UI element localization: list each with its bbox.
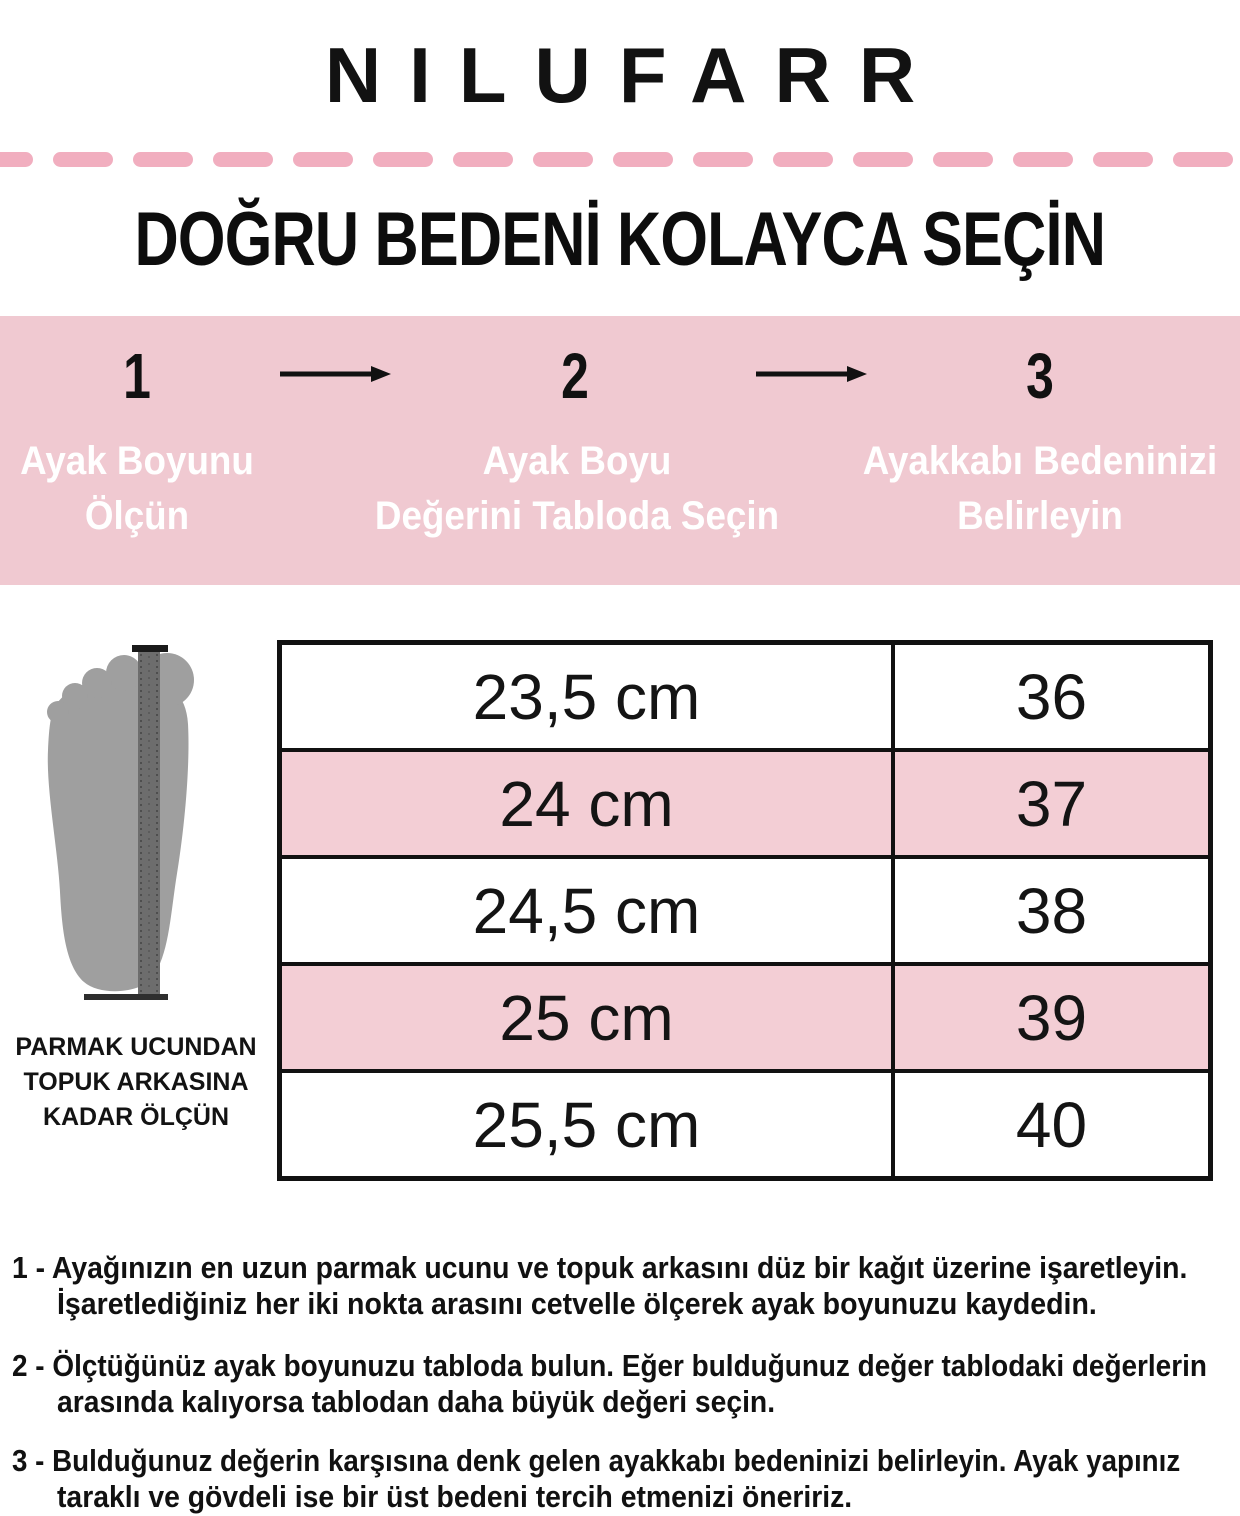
steps-banner bbox=[0, 316, 1240, 585]
foot-caption-line3: KADAR ÖLÇÜN bbox=[42, 1103, 230, 1131]
divider-dash bbox=[533, 152, 593, 167]
toe bbox=[47, 701, 69, 723]
step-1-label-line1: Ayak Boyunu bbox=[20, 439, 254, 483]
step-2-label-line1: Ayak Boyu bbox=[482, 439, 672, 483]
brand-logo: NILUFARR bbox=[324, 31, 944, 119]
foot-length-cell: 25 cm bbox=[499, 981, 674, 1054]
table-row bbox=[282, 962, 1208, 1069]
table-row bbox=[282, 748, 1208, 855]
foot-length-cell: 23,5 cm bbox=[472, 660, 701, 733]
step-3-number: 3 bbox=[1026, 340, 1054, 412]
divider-dash bbox=[293, 152, 353, 167]
table-row bbox=[282, 1069, 1208, 1176]
instruction-item-2 bbox=[12, 1348, 1228, 1420]
shoe-size-cell: 37 bbox=[891, 752, 1208, 855]
foot-length-cell: 25,5 cm bbox=[472, 1088, 701, 1161]
instruction-1-line2: İşaretlediğiniz her iki nokta arasını cetvelle ölçerek ayak boyunuzu kaydedin. bbox=[57, 1286, 1097, 1321]
foot-caption bbox=[0, 1030, 272, 1135]
divider-dash bbox=[933, 152, 993, 167]
step-1-label-line2: Ölçün bbox=[84, 494, 190, 538]
foot-length-cell: 24 cm bbox=[499, 767, 674, 840]
measure-bottom-cap bbox=[84, 994, 168, 1000]
dashed-divider bbox=[0, 152, 1240, 167]
instruction-2-line2: arasında kalıyorsa tablodan daha büyük değeri seçin. bbox=[57, 1384, 776, 1419]
divider-dash bbox=[133, 152, 193, 167]
dashed-divider-row bbox=[0, 152, 1240, 167]
step-1-number: 1 bbox=[123, 340, 151, 412]
divider-dash bbox=[693, 152, 753, 167]
foot-caption-line1: PARMAK UCUNDAN bbox=[15, 1033, 257, 1061]
step-2-label-line2: Değerini Tabloda Seçin bbox=[374, 494, 780, 538]
divider-dash bbox=[773, 152, 833, 167]
arrow-right-icon bbox=[277, 364, 393, 384]
table-row bbox=[282, 855, 1208, 962]
divider-dash bbox=[53, 152, 113, 167]
divider-dash bbox=[853, 152, 913, 167]
divider-dash bbox=[1013, 152, 1073, 167]
step-3-label-line1: Ayakkabı Bedeninizi bbox=[862, 439, 1218, 483]
foot-with-ruler-icon bbox=[0, 628, 270, 1008]
step-3-label-line2: Belirleyin bbox=[957, 494, 1123, 538]
shoe-size-cell: 36 bbox=[891, 645, 1208, 748]
page-title-wrap bbox=[0, 196, 1240, 283]
divider-dash bbox=[453, 152, 513, 167]
measure-top-cap bbox=[132, 645, 168, 652]
instruction-item-3 bbox=[12, 1443, 1228, 1515]
instruction-2-line1: 2 - Ölçtüğünüz ayak boyunuzu tabloda bulun. Eğer bulduğunuz değer tablodaki değerlerin bbox=[12, 1348, 1207, 1383]
instruction-item-1 bbox=[12, 1250, 1228, 1322]
shoe-size-cell: 38 bbox=[891, 859, 1208, 962]
step-1-label bbox=[11, 434, 263, 544]
divider-dash bbox=[0, 152, 33, 167]
instruction-3-line2: taraklı ve gövdeli ise bir üst bedeni tercih etmenizi öneririz. bbox=[57, 1479, 853, 1514]
divider-dash bbox=[1093, 152, 1153, 167]
shoe-size-cell: 40 bbox=[891, 1073, 1208, 1176]
step-2-label bbox=[361, 434, 793, 544]
step-3-label bbox=[859, 434, 1221, 544]
page-title: DOĞRU BEDENİ KOLAYCA SEÇİN bbox=[134, 197, 1106, 282]
table-row bbox=[282, 645, 1208, 748]
foot-outline bbox=[48, 678, 189, 991]
instruction-3-line1: 3 - Bulduğunuz değerin karşısına denk gelen ayakkabı bedeninizi belirleyin. Ayak yapınız bbox=[12, 1443, 1181, 1478]
foot-length-cell: 24,5 cm bbox=[472, 874, 701, 947]
size-table bbox=[277, 640, 1213, 1181]
foot-caption-line2: TOPUK ARKASINA bbox=[23, 1068, 249, 1096]
divider-dash bbox=[373, 152, 433, 167]
arrow-right-icon bbox=[753, 364, 869, 384]
divider-dash bbox=[1173, 152, 1233, 167]
divider-dash bbox=[213, 152, 273, 167]
instruction-1-line1: 1 - Ayağınızın en uzun parmak ucunu ve topuk arkasını düz bir kağıt üzerine işaretleyin. bbox=[12, 1250, 1188, 1285]
shoe-size-cell: 39 bbox=[891, 966, 1208, 1069]
divider-dash bbox=[613, 152, 673, 167]
step-2-number: 2 bbox=[561, 340, 589, 412]
